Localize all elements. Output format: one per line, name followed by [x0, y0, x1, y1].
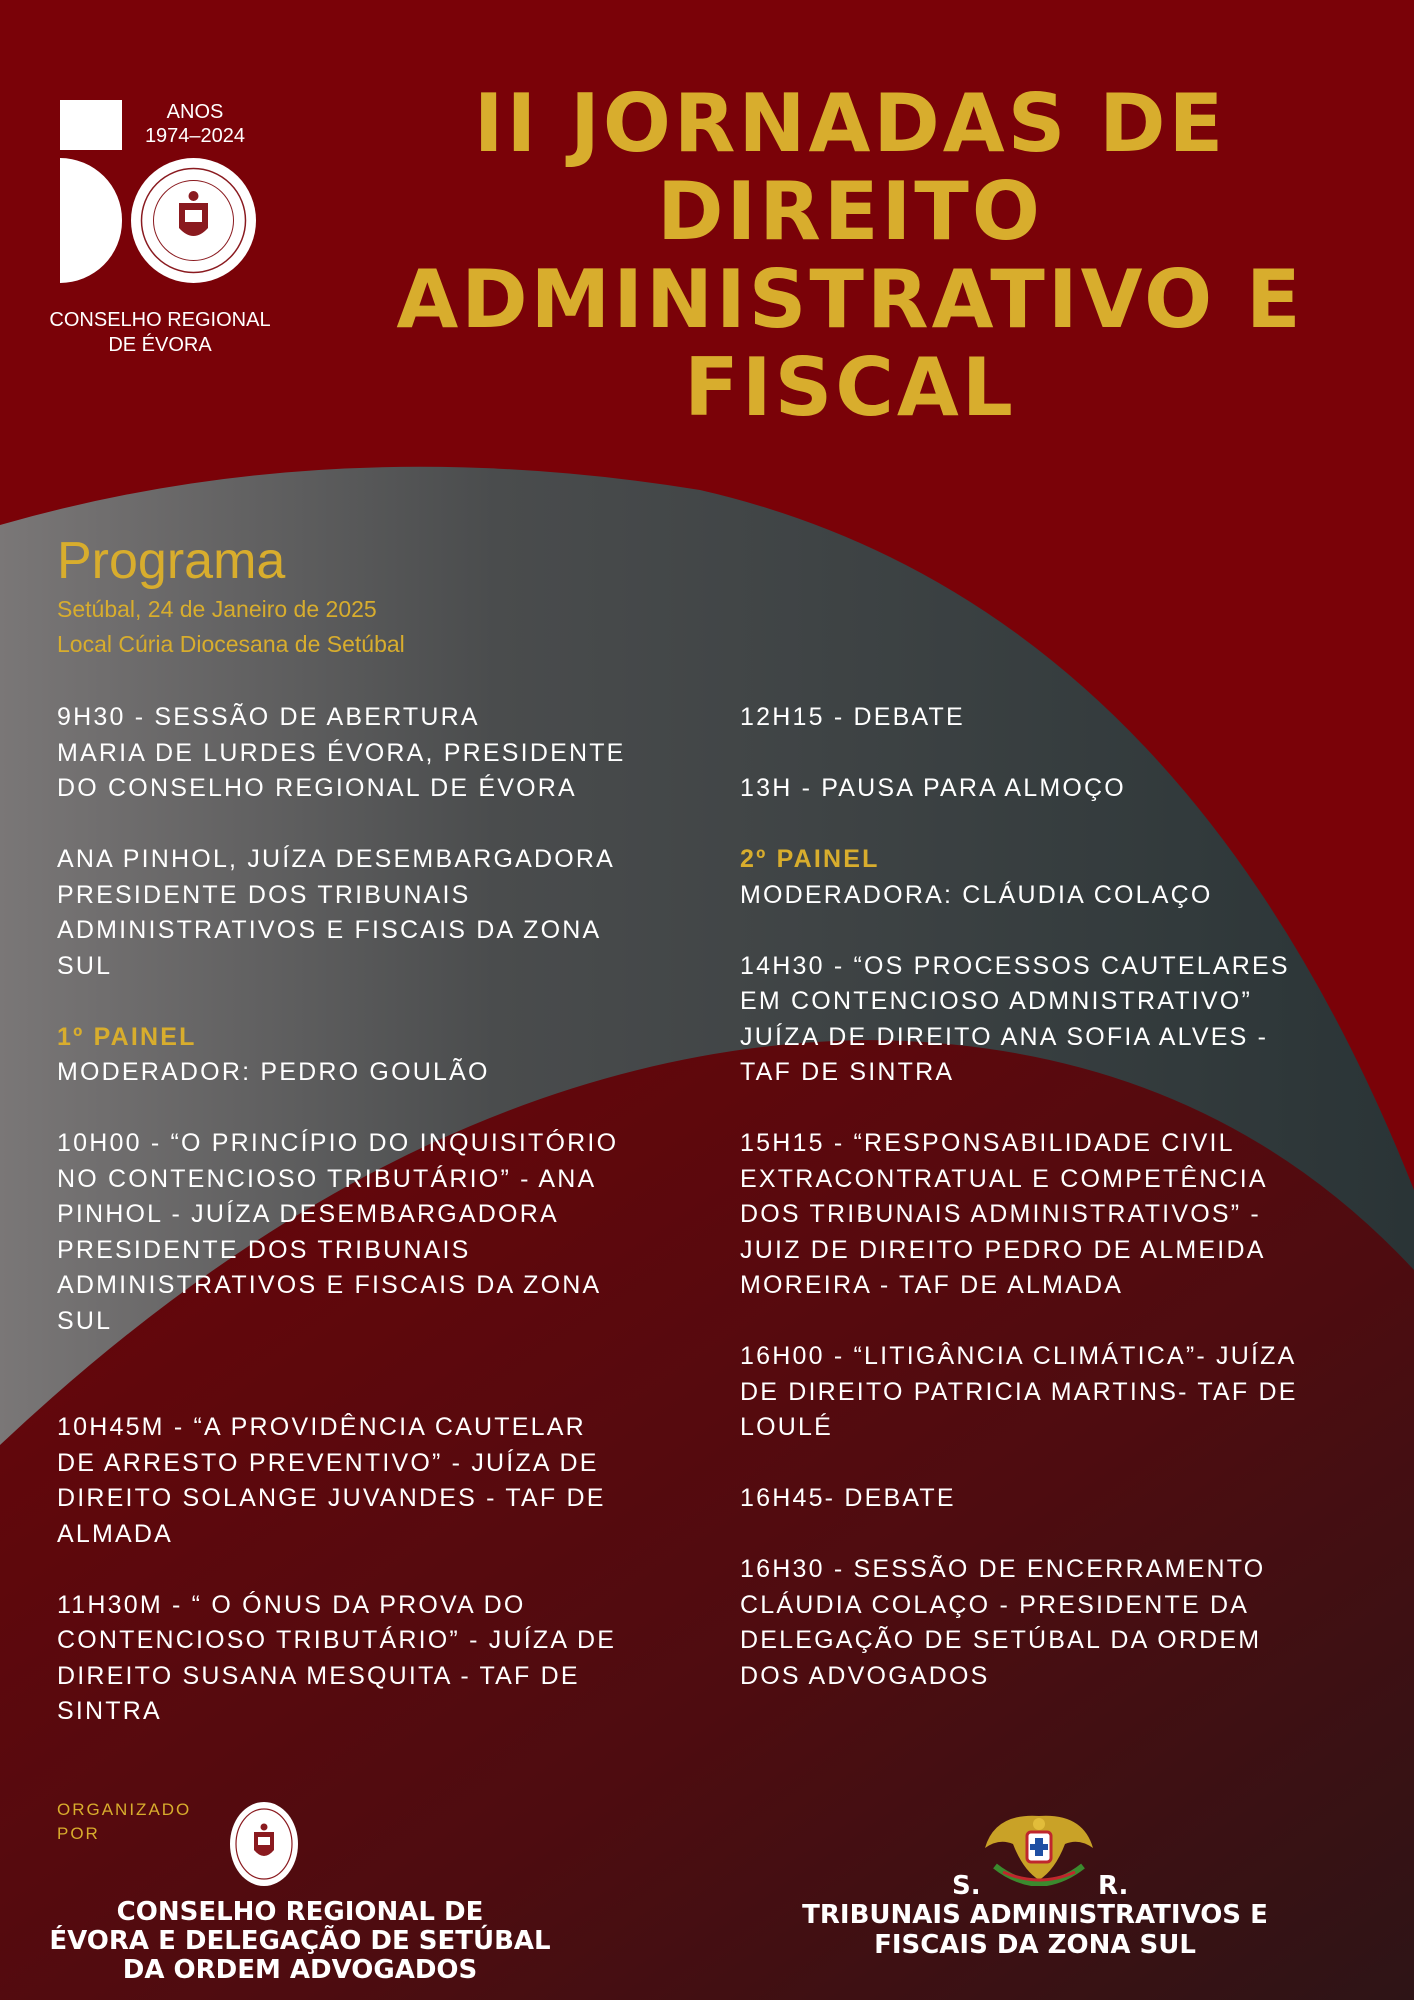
- schedule-line: 9H30 - SESSÃO DE ABERTURA: [57, 703, 480, 731]
- tribunais-line: TRIBUNAIS ADMINISTRATIVOS E: [802, 1900, 1268, 1930]
- schedule-line: JUÍZA DE DIREITO ANA SOFIA ALVES -: [740, 1022, 1269, 1051]
- logo-caption: [40, 308, 280, 358]
- sr-s-text: S.: [952, 1871, 981, 1901]
- talk-1600-block: [740, 1339, 1380, 1446]
- schedule-line: DO CONSELHO REGIONAL DE ÉVORA: [57, 774, 577, 802]
- talk-1130-block: [57, 1588, 677, 1730]
- logo-caption-line2: DE ÉVORA: [108, 334, 212, 356]
- organizer-line: CONSELHO REGIONAL DE: [116, 1897, 484, 1927]
- encerramento-block: [740, 1552, 1380, 1694]
- painel2-label: 2º PAINEL: [740, 845, 880, 873]
- schedule-line: MARIA DE LURDES ÉVORA, PRESIDENTE: [57, 738, 626, 767]
- tribunais-line: FISCAIS DA ZONA SUL: [874, 1930, 1196, 1960]
- schedule-line: LOULÉ: [740, 1413, 833, 1441]
- logo-years-label: [140, 100, 250, 148]
- painel2-moderator: MODERADORA: CLÁUDIA COLAÇO: [740, 880, 1213, 909]
- schedule-line: 10H00 - “O PRINCÍPIO DO INQUISITÓRIO: [57, 1129, 619, 1157]
- title-line1: II JORNADAS DE: [473, 77, 1227, 170]
- organizer-line: DA ORDEM ADVOGADOS: [122, 1955, 478, 1985]
- page-title: [390, 77, 1310, 434]
- portugal-crest-icon: [975, 1808, 1103, 1886]
- title-line4: FISCAL: [684, 341, 1016, 434]
- title-line2: DIREITO: [657, 165, 1043, 258]
- pausa-almoco: 13H - PAUSA PARA ALMOÇO: [740, 774, 1126, 802]
- seal-icon: [131, 158, 256, 283]
- abertura-block: [57, 700, 677, 807]
- schedule-line: DOS ADVOGADOS: [740, 1661, 990, 1690]
- schedule-line: 10H45M - “A PROVIDÊNCIA CAUTELAR: [57, 1413, 586, 1441]
- schedule-line: 11H30M - “ O ÓNUS DA PROVA DO: [57, 1590, 526, 1619]
- schedule-line: EXTRACONTRATUAL E COMPETÊNCIA: [740, 1164, 1268, 1193]
- schedule-line: EM CONTENCIOSO ADMNISTRATIVO”: [740, 987, 1252, 1015]
- schedule-line: DIREITO SUSANA MESQUITA - TAF DE: [57, 1661, 580, 1690]
- organizado-line1: ORGANIZADO: [57, 1800, 192, 1819]
- schedule-line: ANA PINHOL, JUÍZA DESEMBARGADORA: [57, 845, 616, 873]
- schedule-line: DOS TRIBUNAIS ADMINISTRATIVOS” -: [740, 1200, 1261, 1228]
- talk-1000-block: [57, 1126, 677, 1339]
- title-line3: ADMINISTRATIVO E: [396, 253, 1304, 346]
- painel1-label: 1º PAINEL: [57, 1022, 197, 1051]
- debate-1645: 16H45- DEBATE: [740, 1484, 956, 1512]
- programa-location: Local Cúria Diocesana de Setúbal: [57, 631, 405, 657]
- schedule-line: 14H30 - “OS PROCESSOS CAUTELARES: [740, 951, 1290, 980]
- footer-tribunais-name: [770, 1900, 1300, 1960]
- schedule-line: PINHOL - JUÍZA DESEMBARGADORA: [57, 1200, 559, 1228]
- talk-1430-block: [740, 949, 1380, 1091]
- programa-date: Setúbal, 24 de Janeiro de 2025: [57, 596, 377, 622]
- schedule-line: ADMINISTRATIVOS E FISCAIS DA ZONA: [57, 916, 602, 944]
- schedule-line: JUIZ DE DIREITO PEDRO DE ALMEIDA: [740, 1235, 1266, 1264]
- schedule-line: PRESIDENTE DOS TRIBUNAIS: [57, 880, 471, 909]
- schedule-line: DELEGAÇÃO DE SETÚBAL DA ORDEM: [740, 1626, 1262, 1654]
- schedule-line: DE DIREITO PATRICIA MARTINS- TAF DE: [740, 1377, 1298, 1406]
- sr-r-text: R.: [1098, 1871, 1129, 1901]
- footer-organizer-name: [30, 1898, 570, 1985]
- painel1-moderator: MODERADOR: PEDRO GOULÃO: [57, 1058, 490, 1086]
- schedule-line: MOREIRA - TAF DE ALMADA: [740, 1271, 1124, 1299]
- schedule-line: 15H15 - “RESPONSABILIDADE CIVIL: [740, 1129, 1235, 1157]
- debate-1215: 12H15 - DEBATE: [740, 703, 965, 731]
- talk-1515-block: [740, 1126, 1380, 1304]
- schedule-line: 16H30 - SESSÃO DE ENCERRAMENTO: [740, 1555, 1266, 1583]
- ana-pinhol-block: [57, 842, 677, 984]
- ordem-seal-logo: [131, 158, 256, 283]
- schedule-line: ALMADA: [57, 1519, 174, 1548]
- organizado-por-label: [57, 1798, 191, 1846]
- seal-icon: [230, 1802, 298, 1886]
- logo-square-shape: [60, 100, 122, 150]
- schedule-line: SUL: [57, 1306, 113, 1335]
- schedule-line: TAF DE SINTRA: [740, 1058, 955, 1086]
- schedule-line: SINTRA: [57, 1697, 162, 1725]
- years-text: 1974–2024: [144, 125, 246, 147]
- schedule-line: DIREITO SOLANGE JUVANDES - TAF DE: [57, 1484, 606, 1512]
- schedule-line: ADMINISTRATIVOS E FISCAIS DA ZONA: [57, 1271, 602, 1299]
- ordem-seal-small-logo: [230, 1802, 298, 1886]
- schedule-right-column: [740, 700, 1380, 1694]
- schedule-line: DE ARRESTO PREVENTIVO” - JUÍZA DE: [57, 1448, 599, 1477]
- programa-heading: Programa: [57, 532, 286, 590]
- schedule-line: PRESIDENTE DOS TRIBUNAIS: [57, 1235, 471, 1264]
- anos-text: ANOS: [166, 101, 224, 123]
- schedule-line: CLÁUDIA COLAÇO - PRESIDENTE DA: [740, 1590, 1250, 1619]
- schedule-line: 16H00 - “LITIGÂNCIA CLIMÁTICA”- JUÍZA: [740, 1342, 1297, 1370]
- schedule-line: NO CONTENCIOSO TRIBUTÁRIO” - ANA: [57, 1164, 597, 1193]
- schedule-line: SUL: [57, 951, 113, 980]
- organizado-line2: POR: [57, 1824, 100, 1843]
- logo-caption-line1: CONSELHO REGIONAL: [49, 309, 271, 331]
- schedule-line: CONTENCIOSO TRIBUTÁRIO” - JUÍZA DE: [57, 1626, 617, 1654]
- schedule-left-column: [57, 700, 677, 1730]
- talk-1045-block: [57, 1410, 677, 1552]
- organizer-line: ÉVORA E DELEGAÇÃO DE SETÚBAL: [49, 1926, 551, 1956]
